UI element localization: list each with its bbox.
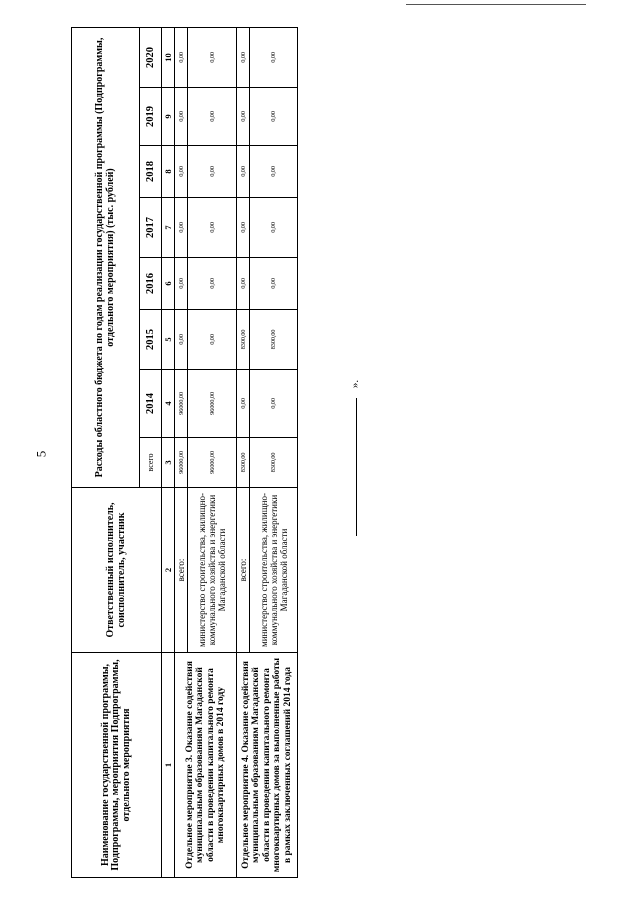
executor-cell: всего: bbox=[175, 488, 188, 653]
column-number-row bbox=[162, 27, 175, 877]
value-cell: 0,00 bbox=[188, 27, 237, 87]
column-number: 10 bbox=[162, 27, 175, 87]
column-number: 7 bbox=[162, 198, 175, 258]
value-cell: 8300,00 bbox=[250, 310, 298, 370]
value-cell: 0,00 bbox=[188, 88, 237, 146]
header-year-2017: 2017 bbox=[140, 198, 162, 258]
value-total: 8300,00 bbox=[237, 438, 250, 488]
column-number: 3 bbox=[162, 438, 175, 488]
column-number: 9 bbox=[162, 88, 175, 146]
value-cell: 0,00 bbox=[188, 258, 237, 310]
header-year-2020: 2020 bbox=[140, 27, 162, 87]
value-cell: 0,00 bbox=[250, 370, 298, 438]
value-cell: 8300,00 bbox=[237, 310, 250, 370]
value-cell: 0,00 bbox=[250, 146, 298, 198]
value-cell: 0,00 bbox=[175, 146, 188, 198]
header-year-2015: 2015 bbox=[140, 310, 162, 370]
budget-table-container bbox=[71, 28, 293, 878]
value-cell: 0,00 bbox=[237, 370, 250, 438]
value-cell: 0,00 bbox=[175, 27, 188, 87]
header-expenses: Расходы областного бюджета по годам реализации государственной программы (Подпрограммы, отдельного мероприятия) (тыс. рублей) bbox=[72, 27, 140, 487]
value-cell: 0,00 bbox=[175, 310, 188, 370]
value-cell: 0,00 bbox=[237, 258, 250, 310]
value-cell: 0,00 bbox=[250, 27, 298, 87]
column-number: 8 bbox=[162, 146, 175, 198]
column-number: 5 bbox=[162, 310, 175, 370]
header-executor: Ответственный исполнитель, соисполнитель, участник bbox=[72, 488, 162, 653]
value-cell: 0,00 bbox=[175, 258, 188, 310]
value-cell: 0,00 bbox=[175, 88, 188, 146]
header-name: Наименование государственной программы, Подпрограммы, мероприятия Подпрограммы, отдельного мероприятия bbox=[72, 653, 162, 878]
executor-cell: всего: bbox=[237, 488, 250, 653]
value-total: 96000,00 bbox=[175, 438, 188, 488]
closing-rule bbox=[356, 398, 357, 536]
column-number: 1 bbox=[162, 653, 175, 878]
executor-cell: министерство строительства, жилищно-коммунального хозяйства и энергетики Магаданской области bbox=[188, 488, 237, 653]
activity-name: Отдельное мероприятие 3. Оказание содействия муниципальным образованиям Магаданской области в проведении капитального ремонта многоквартирных домов в 2014 году bbox=[175, 653, 237, 878]
activity-name: Отдельное мероприятие 4. Оказание содействия муниципальным образованиям Магаданской области в проведении капитального ремонта многоквартирных домов за выполненные работы в рамках заключенных соглашений 2014 года bbox=[237, 653, 298, 878]
column-number: 2 bbox=[162, 488, 175, 653]
budget-table bbox=[71, 27, 298, 878]
header-year-2019: 2019 bbox=[140, 88, 162, 146]
value-cell: 0,00 bbox=[237, 198, 250, 258]
header-year-2014: 2014 bbox=[140, 370, 162, 438]
value-cell: 0,00 bbox=[250, 88, 298, 146]
value-cell: 0,00 bbox=[237, 88, 250, 146]
value-cell: 96000,00 bbox=[175, 370, 188, 438]
header-year-2018: 2018 bbox=[140, 146, 162, 198]
value-cell: 0,00 bbox=[250, 198, 298, 258]
column-number: 4 bbox=[162, 370, 175, 438]
table-row bbox=[237, 27, 250, 877]
value-cell: 96000,00 bbox=[188, 370, 237, 438]
value-cell: 0,00 bbox=[188, 146, 237, 198]
value-cell: 0,00 bbox=[188, 198, 237, 258]
closing-mark: ». bbox=[349, 379, 362, 389]
value-total: 96000,00 bbox=[188, 438, 237, 488]
table-row bbox=[175, 27, 188, 877]
value-cell: 0,00 bbox=[237, 27, 250, 87]
value-cell: 0,00 bbox=[175, 198, 188, 258]
executor-cell: министерство строительства, жилищно-коммунального хозяйства и энергетики Магаданской области bbox=[250, 488, 298, 653]
page-number: 5 bbox=[33, 450, 49, 458]
value-cell: 0,00 bbox=[250, 258, 298, 310]
value-cell: 0,00 bbox=[237, 146, 250, 198]
scan-artifact-line bbox=[406, 4, 586, 5]
header-total: всего bbox=[140, 438, 162, 488]
value-total: 8300,00 bbox=[250, 438, 298, 488]
value-cell: 0,00 bbox=[188, 310, 237, 370]
column-number: 6 bbox=[162, 258, 175, 310]
header-year-2016: 2016 bbox=[140, 258, 162, 310]
